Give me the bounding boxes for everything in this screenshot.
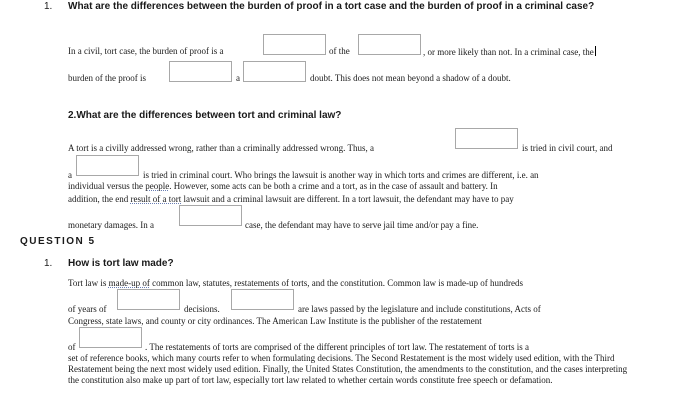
q1-text-1: In a civil, tort case, the burden of proof is a xyxy=(68,46,224,56)
q1-text-3 xyxy=(423,46,596,58)
q1-text-3-content: , or more likely than not. In a criminal case, the xyxy=(423,47,594,57)
q5-text-4a: of xyxy=(68,342,76,352)
q2-text-5c: . However, some acts can be both a crime and a tort, as in the case of assault and battery. In xyxy=(169,181,498,191)
q1-blank-2-input[interactable] xyxy=(359,36,420,55)
q2-text-4: is tried in criminal court. Who brings the lawsuit is another way in which torts and crimes are different, i.e. an xyxy=(143,170,539,180)
q2-blank-1[interactable] xyxy=(455,128,518,149)
q2-text-1: A tort is a civilly addressed wrong, rather than a criminally addressed wrong. Thus, a xyxy=(68,143,375,153)
q2-text-8: case, the defendant may have to serve jail time and/or pay a fine. xyxy=(245,220,479,230)
q2-blank-3[interactable] xyxy=(179,205,242,226)
q2-blank-2-input[interactable] xyxy=(77,157,138,176)
q5-blank-1-input[interactable] xyxy=(118,291,179,310)
q1-blank-1-input[interactable] xyxy=(264,36,325,55)
section-title: QUESTION 5 xyxy=(20,236,96,247)
q5-text-2c: are laws passed by the legislature and include constitutions, Acts of xyxy=(298,304,541,314)
q2-text-7: monetary damages. In a xyxy=(68,220,154,230)
question-5-text: How is tort law made? xyxy=(68,258,174,269)
q1-blank-3-input[interactable] xyxy=(170,63,231,82)
q2-text-2: is tried in civil court, and xyxy=(522,143,613,153)
q2-text-5a: individual versus the xyxy=(68,181,146,191)
q5-text-1c: common law, statutes, restatements of torts, and the constitution. Common law is made-up of hundreds xyxy=(149,278,523,288)
q5-text-4b: . The restatements of torts are comprised of the different principles of tort law. The restatement of torts is a xyxy=(145,342,530,352)
q1-blank-1[interactable] xyxy=(263,34,326,55)
q2-text-6a: addition, the end xyxy=(68,194,131,204)
q5-blank-3-input[interactable] xyxy=(80,329,141,348)
q2-text-5b: people xyxy=(145,181,170,191)
q2-text-3: a xyxy=(68,170,72,180)
q1-blank-3[interactable] xyxy=(169,61,232,82)
question-number-1: 1. xyxy=(44,1,53,12)
q5-blank-3[interactable] xyxy=(79,327,142,348)
q1-text-2: of the xyxy=(329,46,350,56)
question-1-text: What are the differences between the burden of proof in a tort case and the burden of proof in a criminal case? xyxy=(68,1,595,12)
q5-text-2a: of years of xyxy=(68,304,107,314)
q1-text-6: doubt. This does not mean beyond a shadow of a doubt. xyxy=(310,73,511,83)
q5-blank-2-input[interactable] xyxy=(232,291,293,310)
q2-blank-1-input[interactable] xyxy=(456,130,517,149)
q1-blank-4[interactable] xyxy=(243,61,306,82)
q5-blank-2[interactable] xyxy=(231,289,294,310)
q5-paragraph: set of reference books, which many courts refer to when formulating decisions. The Second Restatement is the most widely used edition, with the Third Restatement being the next most widely used edition. Finally, the United States Constitution, the amendments to the constitution, and the cases interpreting the constitution also make up part of tort law, especially tort law related to whether certain words constitute free speech or defamation. xyxy=(68,353,628,385)
q5-text-3: Congress, state laws, and county or city ordinances. The American Law Institute is the publisher of the restatement xyxy=(68,316,482,326)
q5-text-1 xyxy=(68,278,523,289)
q2-text-6c: lawsuit and a criminal lawsuit are different. In a tort lawsuit, the defendant may have to pay xyxy=(181,194,514,204)
q5-blank-1[interactable] xyxy=(117,289,180,310)
q5-text-1a: Tort law is xyxy=(68,278,109,288)
question-number-5-1: 1. xyxy=(44,258,53,269)
q1-text-5: a xyxy=(236,73,240,83)
q5-text-1b: made-up of xyxy=(108,278,150,288)
question-2-text: 2.What are the differences between tort and criminal law? xyxy=(68,110,342,121)
q2-text-5 xyxy=(68,181,498,192)
q1-text-4: burden of the proof is xyxy=(68,73,146,83)
q1-blank-4-input[interactable] xyxy=(244,63,305,82)
q5-text-2b: decisions. xyxy=(184,304,220,314)
q2-text-6b: result of a tort xyxy=(130,194,182,204)
q2-text-6 xyxy=(68,194,514,205)
text-cursor xyxy=(595,46,596,56)
q2-blank-2[interactable] xyxy=(76,155,139,176)
q2-blank-3-input[interactable] xyxy=(180,207,241,226)
q1-blank-2[interactable] xyxy=(358,34,421,55)
